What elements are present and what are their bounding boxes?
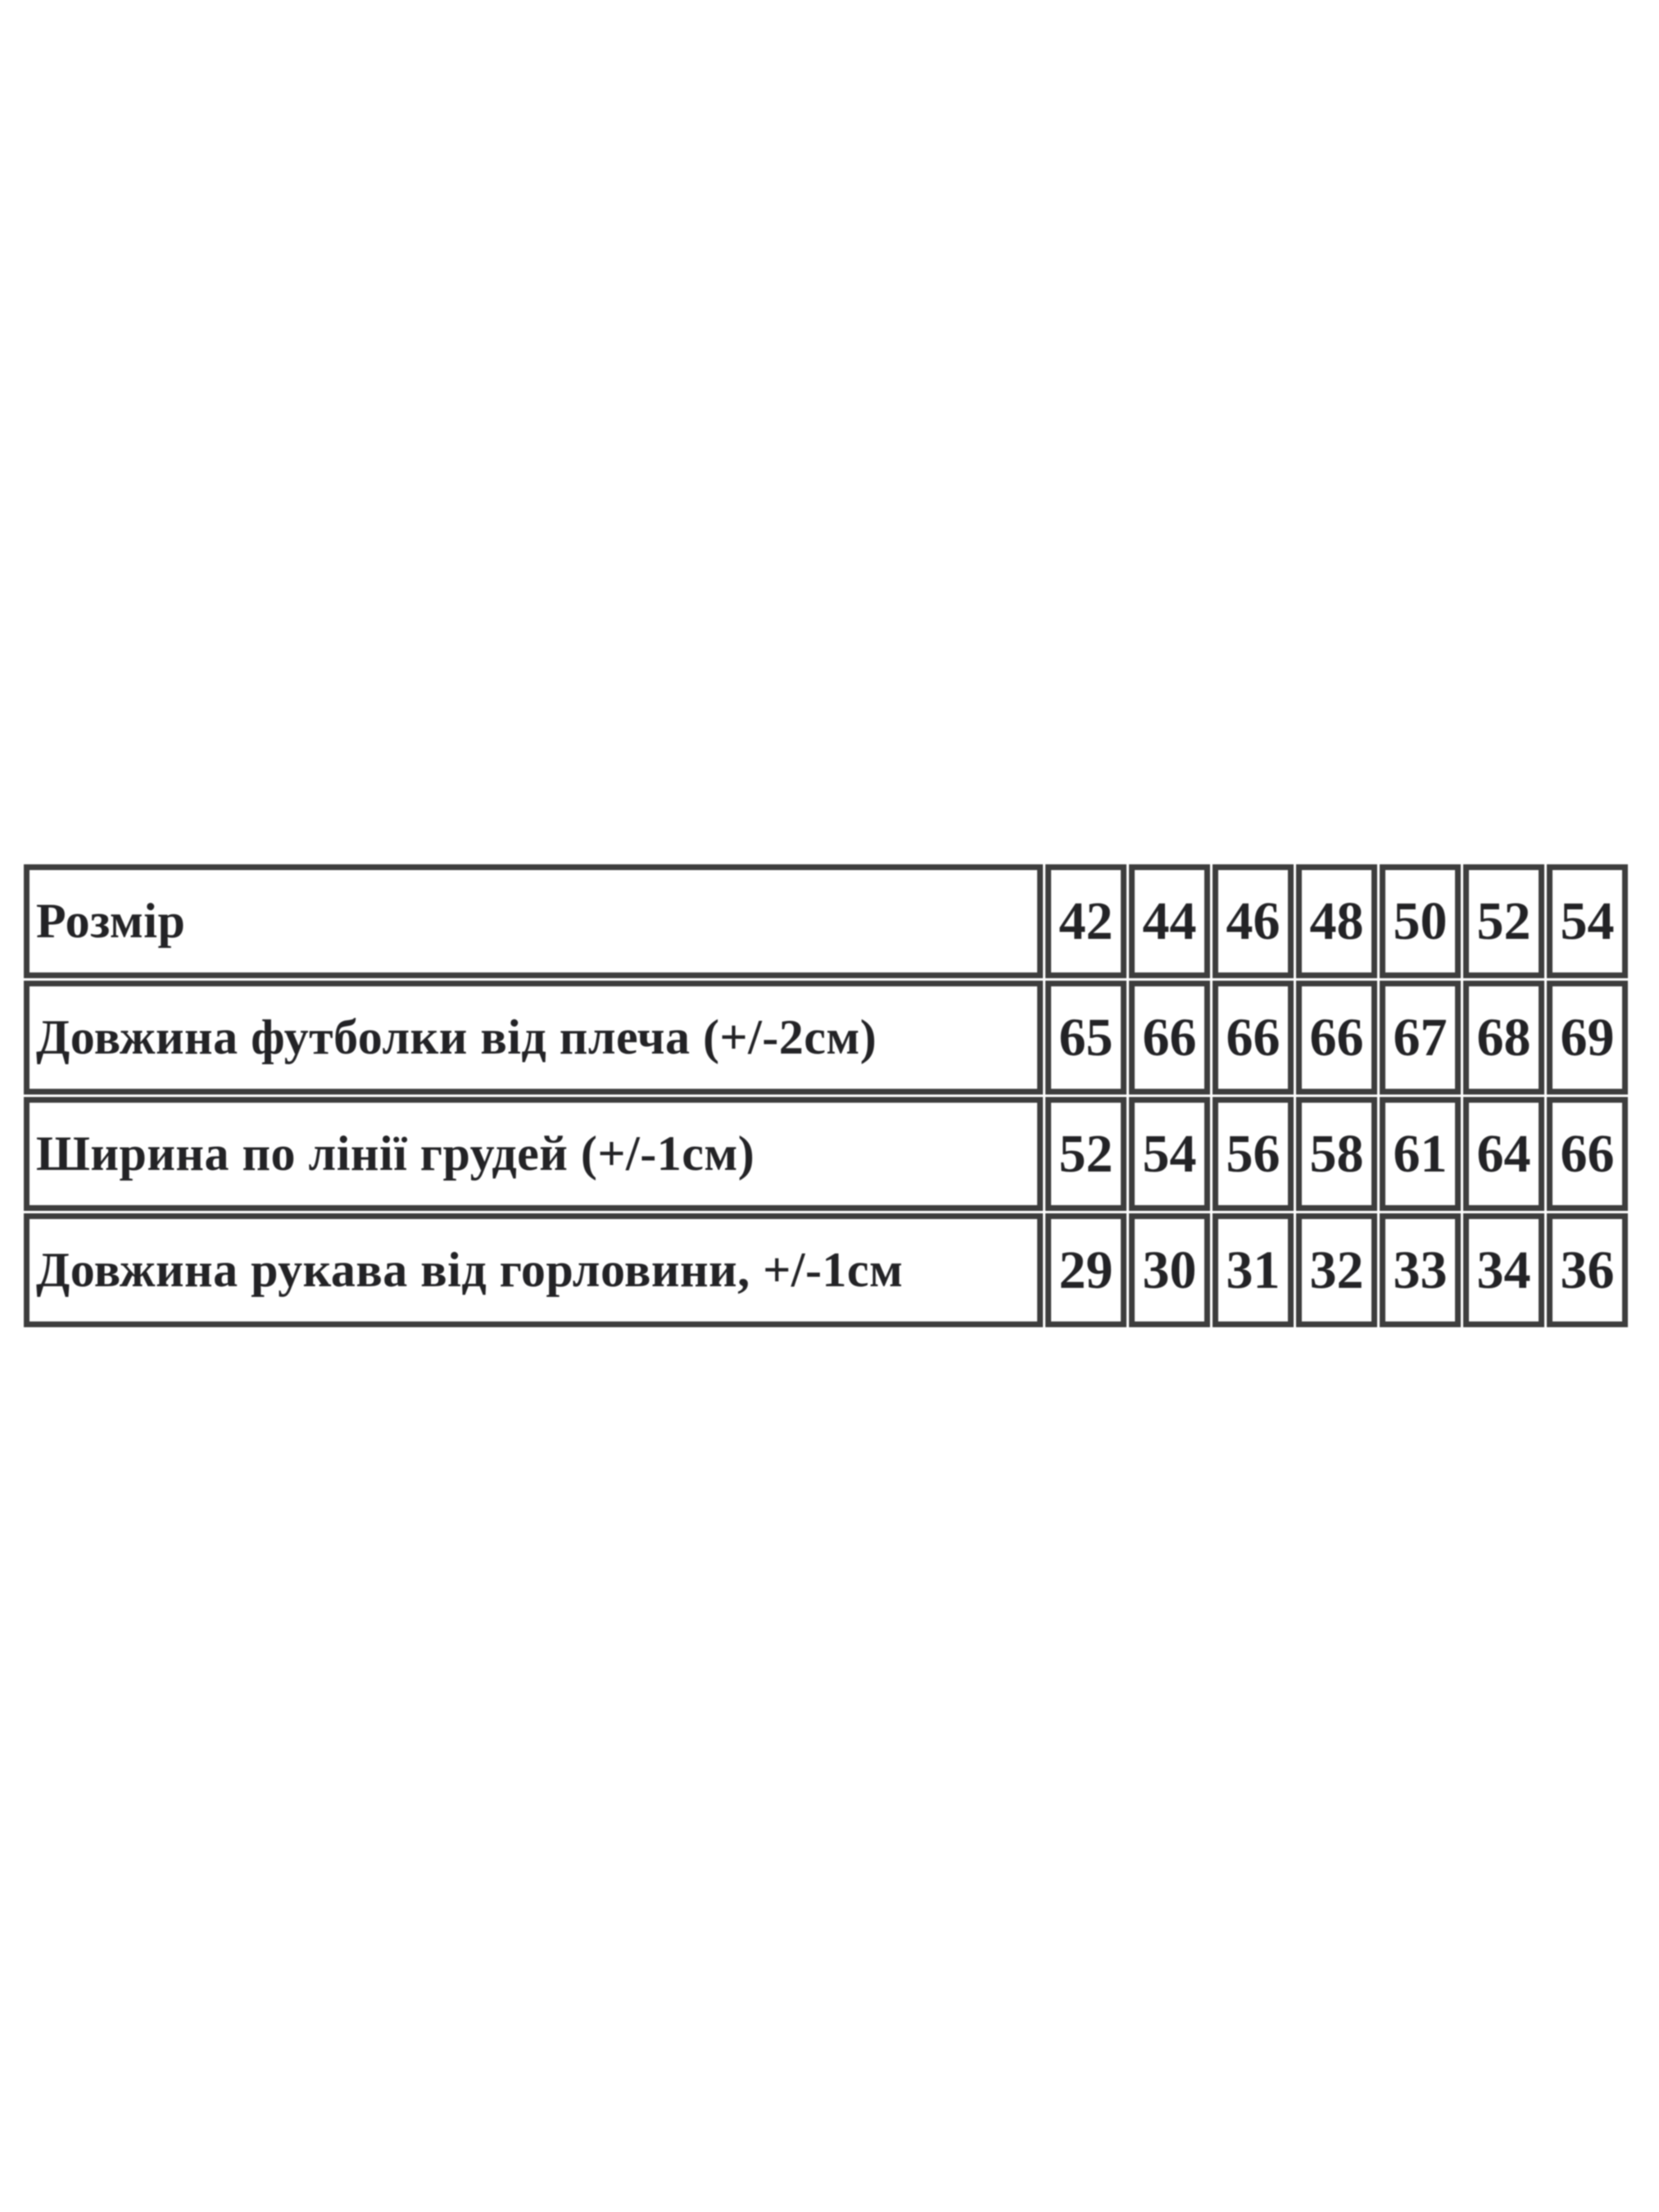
value-cell: 66 <box>1129 981 1210 1095</box>
value-cell: 58 <box>1296 1097 1377 1211</box>
table-row <box>24 1097 1628 1211</box>
value-cell: 31 <box>1213 1213 1294 1327</box>
value-cell: 33 <box>1380 1213 1461 1327</box>
value-cell: 52 <box>1045 1097 1126 1211</box>
value-cell: 36 <box>1547 1213 1628 1327</box>
value-cell: 68 <box>1463 981 1544 1095</box>
size-table <box>21 862 1630 1330</box>
value-cell: 29 <box>1045 1213 1126 1327</box>
value-cell: 30 <box>1129 1213 1210 1327</box>
value-cell: 42 <box>1045 864 1126 978</box>
value-cell: 44 <box>1129 864 1210 978</box>
table-row <box>24 1213 1628 1327</box>
value-cell: 52 <box>1463 864 1544 978</box>
value-cell: 66 <box>1296 981 1377 1095</box>
table-row <box>24 981 1628 1095</box>
value-cell: 64 <box>1463 1097 1544 1211</box>
value-cell: 34 <box>1463 1213 1544 1327</box>
row-label-cell: Розмір <box>24 864 1043 978</box>
value-cell: 61 <box>1380 1097 1461 1211</box>
row-label-cell: Ширина по лінії грудей (+/-1см) <box>24 1097 1043 1211</box>
table-row <box>24 864 1628 978</box>
value-cell: 67 <box>1380 981 1461 1095</box>
value-cell: 65 <box>1045 981 1126 1095</box>
value-cell: 66 <box>1547 1097 1628 1211</box>
row-label-cell: Довжина футболки від плеча (+/-2см) <box>24 981 1043 1095</box>
value-cell: 69 <box>1547 981 1628 1095</box>
value-cell: 56 <box>1213 1097 1294 1211</box>
value-cell: 66 <box>1213 981 1294 1095</box>
row-label-cell: Довжина рукава від горловини, +/-1см <box>24 1213 1043 1327</box>
value-cell: 54 <box>1129 1097 1210 1211</box>
value-cell: 50 <box>1380 864 1461 978</box>
value-cell: 54 <box>1547 864 1628 978</box>
value-cell: 48 <box>1296 864 1377 978</box>
value-cell: 46 <box>1213 864 1294 978</box>
value-cell: 32 <box>1296 1213 1377 1327</box>
